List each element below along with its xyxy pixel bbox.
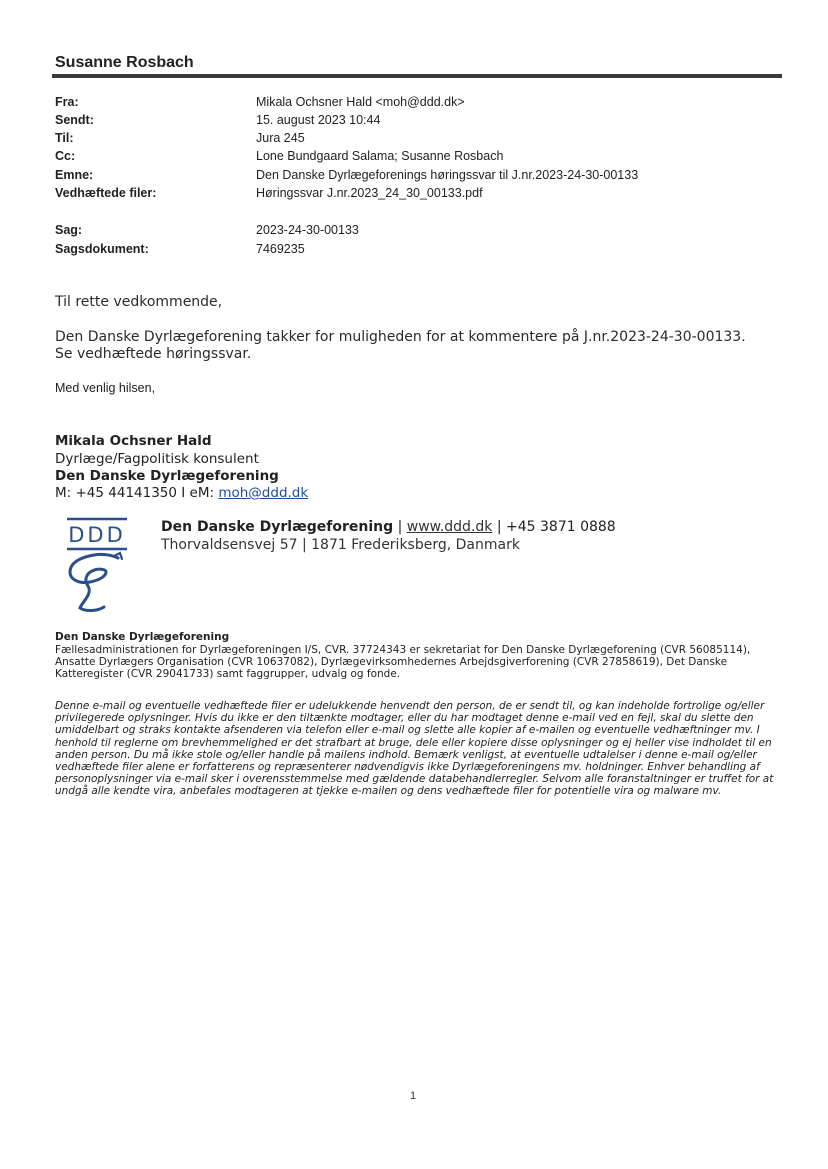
cc-value: Lone Bundgaard Salama; Susanne Rosbach (256, 149, 504, 163)
body-line-2: Se vedhæftede høringssvar. (55, 346, 252, 362)
logo-graphic (60, 514, 142, 618)
header-rule (52, 74, 782, 78)
sent-value: 15. august 2023 10:44 (256, 113, 381, 127)
subject-label: Emne: (55, 168, 94, 182)
from-label: Fra: (55, 95, 79, 109)
disclaimer: Denne e-mail og eventuelle vedhæftede filer er udelukkende henvendt den person, de er sendt til, og kan indeholde fortrolige og/eller privilegerede oplysninger. Hvis du ikke er den tiltænkte modtager, eller du har modtaget denne e-mail ved en fejl, skal du slette den umiddelbart og straks kontakte afsenderen via telefon eller e-mail og slette alle kopier af e-mailen og eventuelle vedhæftninger mv. I henhold til reglerne om brevhemmelighed er det strafbart at bruge, dele eller kopiere disse oplysninger og ej heller vise indholdet til en anden person. Du må ikke stole og/eller handle på mailens indhold. Bemærk venligst, at eventuelle udtalelser i denne e-mail og/eller vedhæftede filer alene er forfatterens og repræsenterer nødvendigvis ikke Dyrlægeforeningens mv. holdninger. Enhver behandling af personoplysninger via e-mail sker i overensstemmelse med gældende databehandlerregler. Selvom alle foranstaltninger er truffet for at undgå alle kendte vira, anbefales modtageren at tjekke e-mailen og dens vedhæftede filer for potentielle vira og malware mv. (55, 700, 774, 798)
website-link[interactable]: www.ddd.dk (406, 519, 493, 535)
org-address: Thorvaldsensvej 57 | 1871 Frederiksberg, Danmark (161, 537, 520, 553)
footer-title: Den Danske Dyrlægeforening (55, 631, 230, 643)
logo-text: DDD (68, 523, 126, 547)
separator: | (492, 519, 507, 535)
signature-title: Dyrlæge/Fagpolitisk konsulent (55, 451, 259, 467)
from-value: Mikala Ochsner Hald <moh@ddd.dk> (256, 95, 465, 109)
closing: Med venlig hilsen, (55, 381, 156, 395)
signature-email-link[interactable]: moh@ddd.dk (218, 485, 309, 501)
org-contact-line (161, 519, 616, 535)
greeting: Til rette vedkommende, (55, 294, 223, 310)
body-line-1: Den Danske Dyrlægeforening takker for muligheden for at kommentere på J.nr.2023-24-30-00133. (55, 329, 746, 345)
case-label: Sag: (55, 223, 83, 237)
attachments-value: Høringssvar J.nr.2023_24_30_00133.pdf (256, 186, 483, 200)
org-name: Den Danske Dyrlægeforening (161, 519, 394, 535)
subject-value: Den Danske Dyrlægeforenings høringssvar til J.nr.2023-24-30-00133 (256, 168, 639, 182)
to-value: Jura 245 (256, 131, 305, 145)
separator: | (393, 519, 407, 535)
signature-org: Den Danske Dyrlægeforening (55, 468, 279, 484)
cc-label: Cc: (55, 149, 76, 163)
org-phone: +45 3871 0888 (506, 519, 616, 535)
case-value: 2023-24-30-00133 (256, 223, 359, 237)
signature-name: Mikala Ochsner Hald (55, 433, 212, 449)
to-label: Til: (55, 131, 74, 145)
footer-paragraph: Fællesadministrationen for Dyrlægeforeningen I/S, CVR. 37724343 er sekretariat for Den Danske Dyrlægeforening (CVR 56085114), Ansatte Dyrlægers Organisation (CVR 10637082), Dyrlægevirksomhedernes Arbejdsgiverforening (CVR 27858619), Det Danske Katteregister (CVR 29041733) samt faggrupper, udvalg og fonde. (55, 644, 751, 681)
page-number: 1 (410, 1090, 417, 1102)
sent-label: Sendt: (55, 113, 94, 127)
sender-name: Susanne Rosbach (55, 54, 194, 71)
attachments-label: Vedhæftede filer: (55, 186, 157, 200)
case-doc-value: 7469235 (256, 242, 305, 256)
case-doc-label: Sagsdokument: (55, 242, 149, 256)
signature-contact (55, 485, 308, 501)
ddd-logo (60, 514, 142, 618)
signature-phone: M: +45 44141350 I eM: (55, 485, 219, 501)
